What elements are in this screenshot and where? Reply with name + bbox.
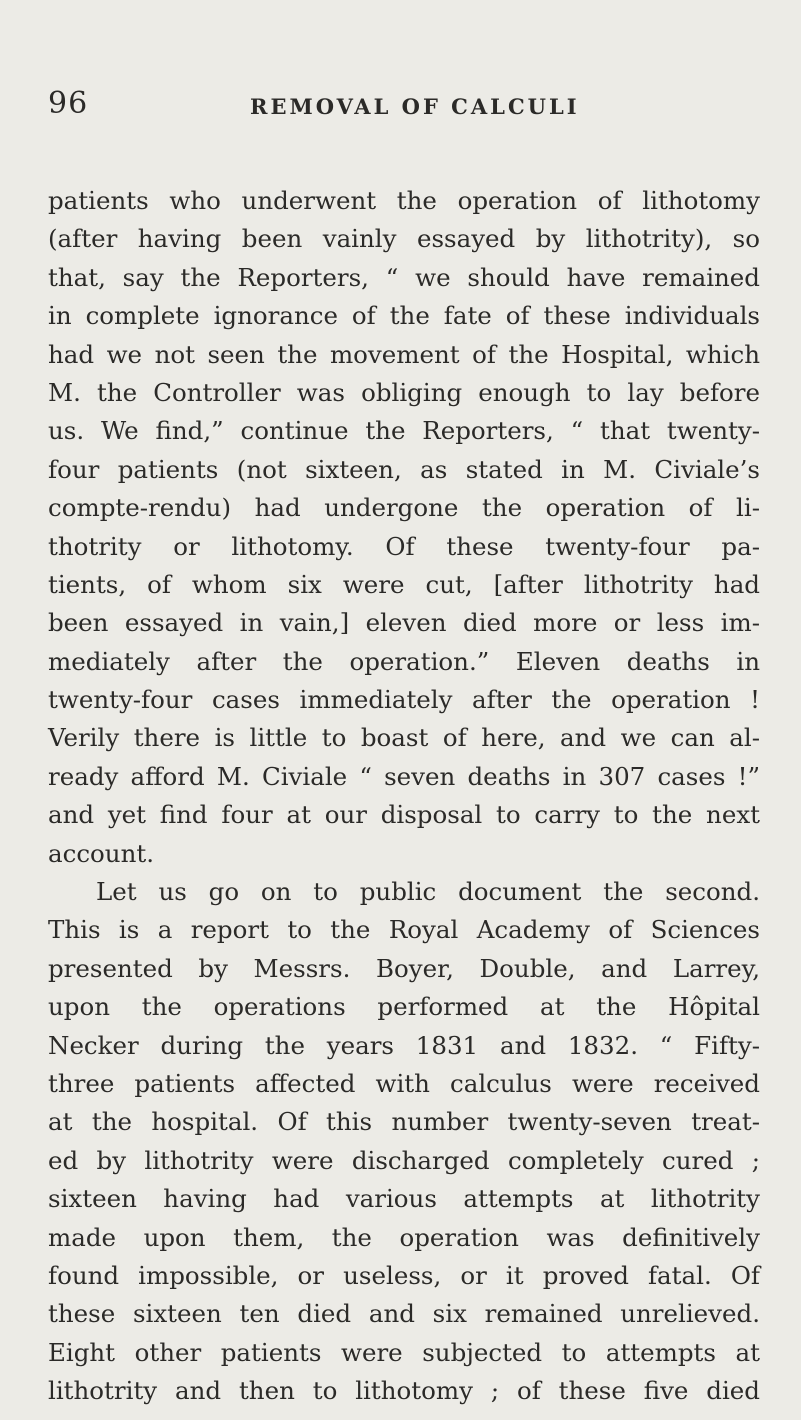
text-line: three patients affected with calculus were received	[48, 1068, 760, 1098]
text-line: made upon them, the operation was definitively	[48, 1222, 760, 1252]
page-number: 96	[48, 86, 89, 121]
text-line: This is a report to the Royal Academy of Sciences	[48, 915, 760, 945]
running-head: REMOVAL OF CALCULI	[250, 94, 580, 119]
text-line: ed by lithotrity were discharged completely cured ;	[48, 1145, 760, 1175]
text-line: these sixteen ten died and six remained unrelieved.	[48, 1299, 760, 1329]
text-line: presented by Messrs. Boyer, Double, and Larrey,	[48, 953, 760, 983]
text-line: sixteen having had various attempts at lithotrity	[48, 1184, 760, 1214]
text-line: had we not seen the movement of the Hospital, which	[48, 339, 760, 369]
body-text	[48, 182, 760, 1411]
text-line: twenty-four cases immediately after the operation !	[48, 685, 760, 715]
text-line: Eight other patients were subjected to attempts at	[48, 1337, 760, 1367]
text-line-paragraph-start: Let us go on to public document the second.	[96, 877, 760, 907]
text-line: upon the operations performed at the Hôpital	[48, 992, 760, 1022]
text-line: us. We find,” continue the Reporters, “ that twenty-	[48, 416, 760, 446]
text-line: (after having been vainly essayed by lithotrity), so	[48, 224, 760, 254]
text-line: lithotrity and then to lithotomy ; of these five died	[48, 1376, 760, 1406]
text-line: four patients (not sixteen, as stated in M. Civiale’s	[48, 454, 760, 484]
text-line: mediately after the operation.” Eleven deaths in	[48, 646, 760, 676]
text-line: Necker during the years 1831 and 1832. “ Fifty-	[48, 1030, 760, 1060]
text-line: that, say the Reporters, “ we should have remained	[48, 262, 760, 292]
text-line: M. the Controller was obliging enough to lay before	[48, 377, 760, 407]
text-line: tients, of whom six were cut, [after lithotrity had	[48, 569, 760, 599]
text-line: compte-rendu) had undergone the operation of li-	[48, 493, 760, 523]
text-line: at the hospital. Of this number twenty-seven treat-	[48, 1107, 760, 1137]
text-line: in complete ignorance of the fate of these individuals	[48, 301, 760, 331]
text-line: thotrity or lithotomy. Of these twenty-four pa-	[48, 531, 760, 561]
text-line: found impossible, or useless, or it proved fatal. Of	[48, 1260, 760, 1290]
text-line-paragraph-end: account.	[48, 838, 154, 868]
page-header	[48, 86, 758, 126]
text-line: Verily there is little to boast of here, and we can al-	[48, 723, 760, 753]
text-line: and yet find four at our disposal to carry to the next	[48, 800, 760, 830]
text-line: ready afford M. Civiale “ seven deaths in 307 cases !”	[48, 761, 760, 791]
text-line: patients who underwent the operation of lithotomy	[48, 186, 760, 215]
text-line: been essayed in vain,] eleven died more or less im-	[48, 608, 760, 638]
